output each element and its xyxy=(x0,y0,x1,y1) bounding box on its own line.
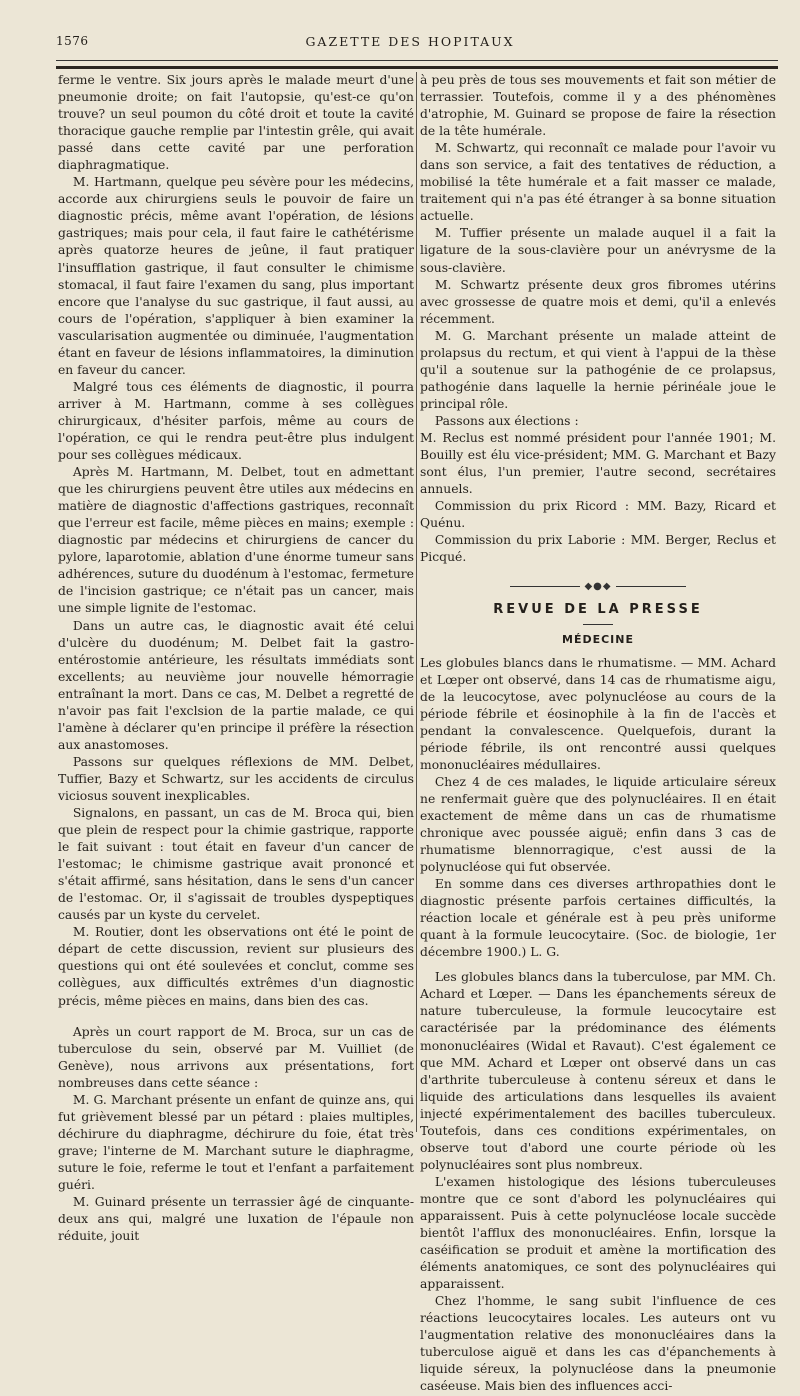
paragraph: Malgré tous ces éléments de diagnostic, il pourra arriver à M. Hartmann, comme à ses collègues chirurgicaux, d'hésiter parfois, même au cours de l'opération, ce qui le rendra peut-être plus indulgent pour ses collègues médicaux. xyxy=(58,379,414,463)
paragraph: Après M. Hartmann, M. Delbet, tout en admettant que les chirurgiens peuvent être utiles aux médecins en matière de diagnostic d'affections gastriques, reconnaît que l'erreur est facile, même pièces en mains; exemple : diagnostic par médecins et chirurgiens de cancer du pylore, laparotomie, ablation d'une énorme tumeur sans adhérences, suture du duodénum à l'estomac, fermeture de l'incision gastrique; ce n'était pas un cancer, mais une simple lignite de l'estomac. xyxy=(58,465,414,616)
short-rule xyxy=(583,624,613,625)
paragraph: Signalons, en passant, un cas de M. Broca qui, bien que plein de respect pour la chimie gastrique, rapporte le fait suivant : tout était en faveur d'un cancer de l'estomac; le chimisme gastrique avait prononcé et s'était affirmé, sans hésitation, dans le sens d'un cancer de l'estomac. Or, il s'agissait de troubles dyspeptiques causés par un kyste du cervelet. xyxy=(58,806,414,923)
paragraph: En somme dans ces diverses arthropathies dont le diagnostic présente parfois certaines difficultés, la réaction locale et générale est à peu près uniforme quant à la formule leucocytaire. (Soc. de biologie, 1er décembre 1900.) L. G. xyxy=(420,877,776,960)
paragraph: ferme le ventre. Six jours après le malade meurt d'une pneumonie droite; on fait l'autopsie, qu'est-ce qu'on trouve? un seul poumon du côté droit et toute la cavité thoracique gauche remplie par l'intestin grêle, qui avait passé dans cette cavité par une perforation diaphragmatique. xyxy=(58,73,414,173)
paragraph: M. Reclus est nommé président pour l'année 1901; M. Bouilly est élu vice-président; MM. G. Marchant et Bazy sont élus, l'un premier, l'autre second, secrétaires annuels. xyxy=(420,430,776,497)
header-rule xyxy=(56,60,778,61)
paragraph: M. Schwartz, qui reconnaît ce malade pour l'avoir vu dans son service, a fait des tentatives de réduction, a mobilisé la tête humérale et a fait masser ce malade, traitement qui n'a pas été étranger à sa bonne situation actuelle. xyxy=(420,141,776,224)
paragraph: M. Tuffier présente un malade auquel il a fait la ligature de la sous-clavière pour un anévrysme de la sous-clavière. xyxy=(420,226,776,275)
paragraph: à peu près de tous ses mouvements et fait son métier de terrassier. Toutefois, comme il y a des phénomènes d'atrophie, M. Guinard se propose de faire la résection de la tête humérale. xyxy=(420,73,776,139)
header-rule-thick xyxy=(56,66,778,69)
right-column xyxy=(420,72,776,1396)
paragraph: M. G. Marchant présente un enfant de quinze ans, qui fut grièvement blessé par un pétard : plaies multiples, déchirure du diaphragme, déchirure du foie, état très grave; l'interne de M. Marchant suture le diaphragme, suture le foie, referme le tout et l'enfant a parfaitement guéri. xyxy=(58,1092,414,1192)
paragraph: M. Hartmann, quelque peu sévère pour les médecins, accorde aux chirurgiens seuls le pouvoir de faire un diagnostic précis, même avant l'opération, de lésions gastriques; mais pour cela, il faut faire le cathétérisme après quatorze heures de jeûne, il faut pratiquer l'insufflation gastrique, il faut consulter le chimisme stomacal, il faut faire l'examen du sang, plus important encore que l'analyse du suc gastrique, il faut aussi, au cours de l'opération, s'appliquer à bien examiner la vascularisation augmentée ou diminuée, l'augmentation étant en faveur de lésions inflammatoires, la diminution en faveur du cancer. xyxy=(58,175,414,377)
paragraph: L'examen histologique des lésions tuberculeuses montre que ce sont d'abord les polynucléaires qui apparaissent. Puis à cette polynucléose locale succède bientôt l'afflux des mononucléaires. Enfin, lorsque la caséification se produit et amène la mortification des éléments anatomiques, ce sont des polynucléaires qui apparaissent. xyxy=(420,1174,776,1292)
column-divider xyxy=(416,72,417,1132)
paragraph: Commission du prix Ricord : MM. Bazy, Ricard et Quénu. xyxy=(420,499,776,531)
section-separator: ◆●◆ xyxy=(420,578,776,595)
paragraph: Dans un autre cas, le diagnostic avait été celui d'ulcère du duodénum; M. Delbet fait la gastro-entérostomie antérieure, les résultats immédiats sont excellents; au neuvième jour nouvelle hémorragie entraînant la mort. Dans ce cas, M. Delbet a regretté de n'avoir pas fait l'exclsion de la partie malade, ce qui l'amène à déclarer qu'en principe il préfère la résection aux anastomoses. xyxy=(58,618,414,752)
running-title: GAZETTE DES HOPITAUX xyxy=(305,34,515,49)
paragraph: Passons aux élections : xyxy=(434,413,579,428)
paragraph: Chez l'homme, le sang subit l'influence de ces réactions leucocytaires locales. Les auteurs ont vu l'augmentation relative des mononucléaires dans la tuberculose aiguë et dans les cas d'épanchements à liquide séreux, la polynucléose dans la pneumonie caséeuse. Mais bien des influences acci- xyxy=(420,1294,776,1394)
paragraph: Après un court rapport de M. Broca, sur un cas de tuberculose du sein, observé par M. Vuilliet (de Genève), nous arrivons aux présentations, fort nombreuses dans cette séance : xyxy=(58,1024,414,1090)
paragraph: M. Routier, dont les observations ont été le point de départ de cette discussion, revient sur plusieurs des questions qui ont été soulevées et conclut, comme ses collègues, aux difficultés extrêmes d'un diagnostic précis, même pièces en mains, dans bien des cas. xyxy=(58,925,414,1008)
paragraph: Chez 4 de ces malades, le liquide articulaire séreux ne renfermait guère que des polynucléaires. Il en était exactement de même dans un cas de rhumatisme chronique avec poussée aiguë; enfin dans 3 cas de rhumatisme blennorragique, c'est aussi de la polynucléose qui fut observée. xyxy=(420,774,776,875)
paragraph: Passons sur quelques réflexions de MM. Delbet, Tuffier, Bazy et Schwartz, sur les accidents de circulus viciosus souvent inexplicables. xyxy=(58,754,414,803)
left-column xyxy=(58,72,414,1245)
section-title: REVUE DE LA PRESSE xyxy=(493,602,703,618)
paragraph: Les globules blancs dans la tuberculose, par MM. Ch. Achard et Lœper. — Dans les épanchements séreux de nature tuberculeuse, la formule leucocytaire est caractérisée par la prédominance des éléments mononucléaires (Widal et Ravaut). C'est également ce que MM. Achard et Lœper ont observé dans un cas d'arthrite tuberculeuse à contenu séreux et dans le liquide des articulations dans lesquelles ils avaient injecté expérimentalement des bacilles tuberculeux. Toutefois, dans ces conditions expérimentales, on observe tout d'abord une courte période où les polynucléaires sont plus nombreux. xyxy=(420,970,776,1172)
subsection-title: MÉDECINE xyxy=(562,633,634,647)
paragraph: M. Guinard présente un terrassier âgé de cinquante-deux ans qui, malgré une luxation de l'épaule non réduite, jouit xyxy=(58,1195,414,1244)
page-number: 1576 xyxy=(56,34,89,48)
paragraph: Les globules blancs dans le rhumatisme. — MM. Achard et Lœper ont observé, dans 14 cas de rhumatisme aigu, de la leucocytose, avec polynucléose au cours de la période fébrile et éosinophile à la fin de l'accès et pendant la convalescence. Quelquefois, durant la période fébrile, ils ont rencontré aussi quelques mononucléaires médullaires. xyxy=(420,655,776,772)
paragraph: Commission du prix Laborie : MM. Berger, Reclus et Picqué. xyxy=(420,533,776,565)
page-header xyxy=(56,30,764,54)
paragraph: M. G. Marchant présente un malade atteint de prolapsus du rectum, et qui vient à l'appui de la thèse qu'il a soutenue sur la pathogénie de ce prolapsus, pathogénie dans laquelle la hernie périnéale joue le principal rôle. xyxy=(420,328,776,411)
paragraph: M. Schwartz présente deux gros fibromes utérins avec grossesse de quatre mois et demi, qu'il a enlevés récemment. xyxy=(420,277,776,326)
